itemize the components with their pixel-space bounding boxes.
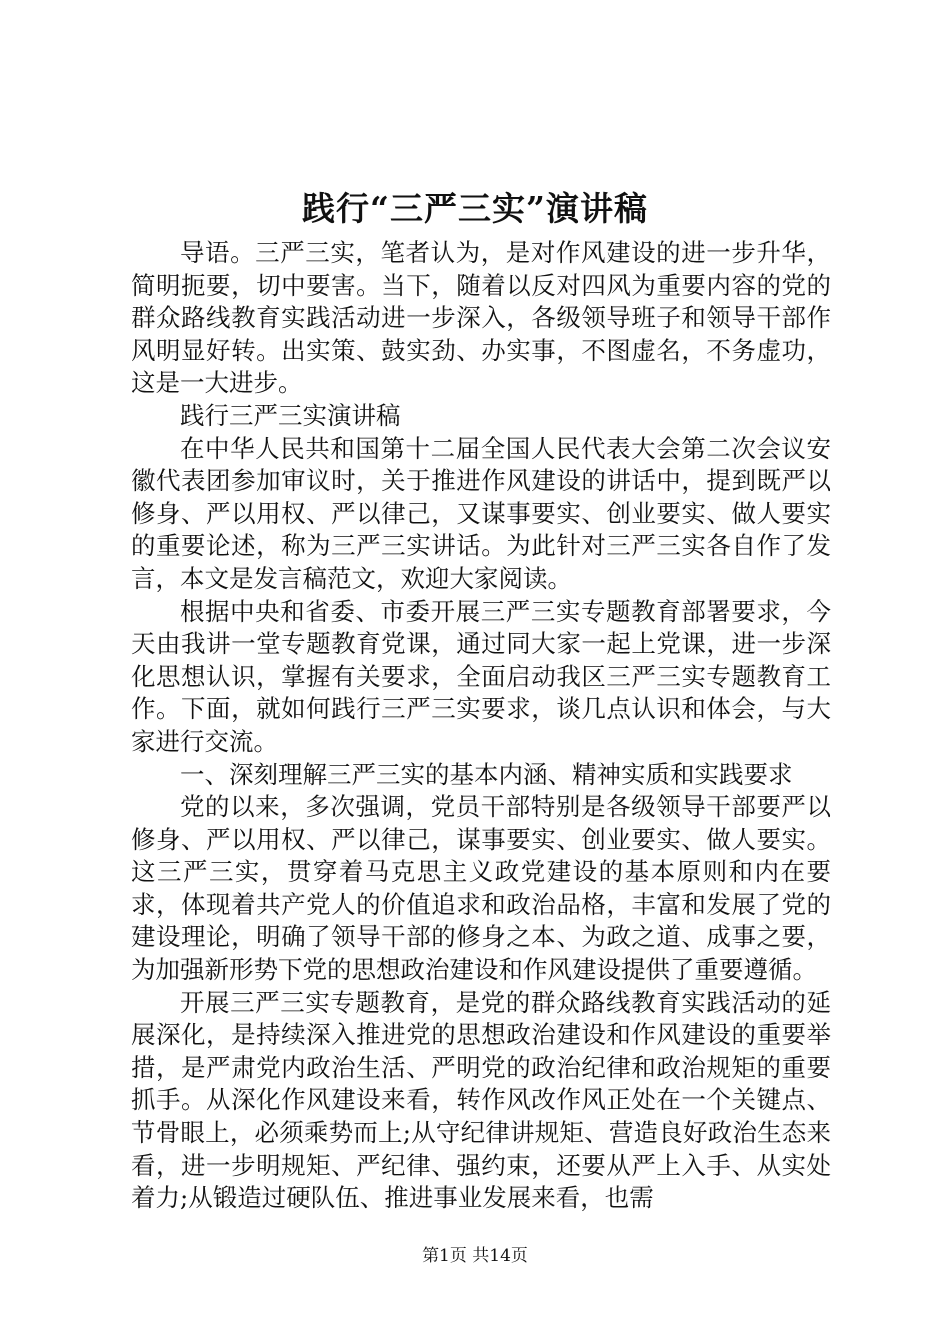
paragraph-background: 在中华人民共和国第十二届全国人民代表大会第二次会议安徽代表团参加审议时，关于推进作风建设的讲话中，提到既严以修身、严以用权、严以律己，又谋事要实、创业要实、做人要实的重要论述，称为三严三实讲话。为此针对三严三实各自作了发言，本文是发言稿范文，欢迎大家阅读。 — [131, 433, 831, 593]
paragraph-intro: 导语。三严三实，笔者认为，是对作风建设的进一步升华，简明扼要，切中要害。当下，随着以反对四风为重要内容的党的群众路线教育实践活动进一步深入，各级领导班子和领导干部作风明显好转。出实策、鼓实劲、办实事，不图虚名，不务虚功，这是一大进步。 — [131, 238, 831, 398]
paragraph-section-1-a: 党的以来，多次强调，党员干部特别是各级领导干部要严以修身、严以用权、严以律己，谋事要实、创业要实、做人要实。这三严三实，贯穿着马克思主义政党建设的基本原则和内在要求，体现着共产党人的价值追求和政治品格，丰富和发展了党的建设理论，明确了领导干部的修身之本、为政之道、成事之要，为加强新形势下党的思想政治建设和作风建设提供了重要遵循。 — [131, 792, 831, 985]
paragraph-purpose: 根据中央和省委、市委开展三严三实专题教育部署要求，今天由我讲一堂专题教育党课，通过同大家一起上党课，进一步深化思想认识，掌握有关要求，全面启动我区三严三实专题教育工作。下面，就如何践行三严三实要求，谈几点认识和体会，与大家进行交流。 — [131, 596, 831, 756]
document-body — [131, 237, 831, 1215]
paragraph-section-1-b: 开展三严三实专题教育，是党的群众路线教育实践活动的延展深化，是持续深入推进党的思想政治建设和作风建设的重要举措，是严肃党内政治生活、严明党的政治纪律和政治规矩的重要抓手。从深化作风建设来看，转作风改作风正处在一个关键点、节骨眼上，必须乘势而上;从守纪律讲规矩、营造良好政治生态来看，进一步明规矩、严纪律、强约束，还要从严上入手、从实处着力;从锻造过硬队伍、推进事业发展来看，也需 — [131, 987, 831, 1213]
document-title: 践行“三严三实”演讲稿 — [302, 189, 648, 228]
page-footer: 第1页 共14页 — [422, 1246, 528, 1266]
paragraph-subtitle: 践行三严三实演讲稿 — [180, 400, 401, 430]
section-heading-1: 一、深刻理解三严三实的基本内涵、精神实质和实践要求 — [180, 759, 793, 789]
